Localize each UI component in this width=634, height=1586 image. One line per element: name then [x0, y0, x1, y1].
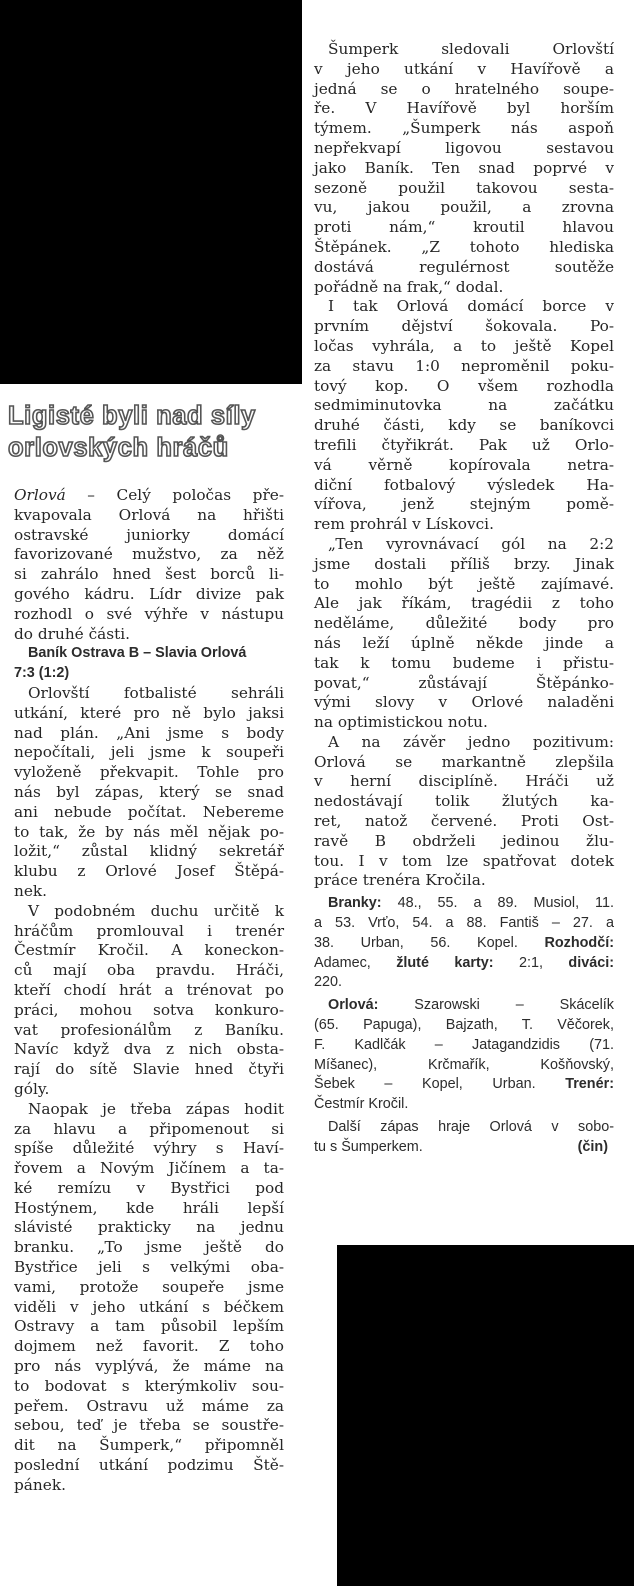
- body-line: vat profesionálům z Baníku.: [14, 1020, 284, 1039]
- body-line: utkání, které pro ně bylo jaksi: [14, 703, 284, 722]
- lineup-line: Čestmír Kročil.: [314, 1096, 409, 1113]
- body-line: ani nebude počítat. Nebereme: [14, 802, 284, 821]
- body-line: tou. I v tom lze spatřovat dotek: [314, 851, 614, 870]
- body-line: ců mají oba pravdu. Hráči,: [14, 961, 284, 980]
- closing-line: Další zápas hraje Orlová v sobo-: [328, 1119, 614, 1136]
- intro-line: do druhé části.: [14, 624, 131, 643]
- body-line: Orlová se markantně zlepšila: [314, 752, 614, 771]
- body-line: Naopak je třeba zápas hodit: [28, 1099, 284, 1118]
- body-line: „Ten vyrovnávací gól na 2:2: [328, 534, 614, 553]
- closing-line: tu s Šumperkem. (čin): [314, 1138, 608, 1158]
- body-line: práce trenéra Kročila.: [314, 871, 486, 890]
- result-heading: Baník Ostrava B – Slavia Orlová: [28, 645, 247, 662]
- body-line: Ostravy a tam působil lepším: [14, 1317, 284, 1336]
- body-line: I tak Orlová domácí borce v: [328, 297, 614, 316]
- body-line: vými slovy v Orlové naladěni: [314, 693, 614, 712]
- black-block-top-left: [0, 0, 302, 384]
- body-line: ložit,“ zůstal klidný sekretář: [14, 842, 284, 861]
- stats-line: 220.: [314, 974, 343, 991]
- body-line: Bystřice jeli s velkými oba-: [14, 1258, 284, 1277]
- body-line: ločas vyhrála, a to ještě Kopel: [314, 336, 614, 355]
- intro-line: Orlová – Celý poločas pře-: [14, 486, 284, 504]
- body-line: dojmem než favorit. Z toho: [14, 1337, 284, 1356]
- body-line: v herní disciplíně. Hráči už: [314, 772, 614, 791]
- body-line: pořádně na frak,“ dodal.: [314, 277, 504, 296]
- body-line: to mohlo být ještě zajímavé.: [314, 574, 614, 593]
- body-line: A na závěr jedno pozitivum:: [328, 732, 614, 751]
- intro-line: kvapovala Orlová na hřišti: [14, 505, 284, 524]
- intro-line: ostravské juniorky domácí: [14, 525, 284, 544]
- body-line: sezoně použil takovou sesta-: [314, 178, 614, 197]
- body-line: Navíc když dva z nich obsta-: [14, 1040, 284, 1059]
- body-line: poslední utkání podzimu Ště-: [14, 1456, 284, 1475]
- body-line: jsme dostali příliš brzy. Jinak: [314, 554, 614, 573]
- lineup-line: Šebek – Kopel, Urban. Trenér:: [314, 1076, 614, 1093]
- body-line: proti nám,“ kroutil hlavou: [314, 218, 614, 237]
- body-line: nek.: [14, 881, 48, 900]
- body-line: povat,“ zůstávají Štěpánko-: [314, 673, 614, 692]
- body-line: peřem. Ostravu už máme za: [14, 1396, 284, 1415]
- intro-line: favorizované mužstvo, za něž: [14, 545, 284, 564]
- black-block-bottom-right: [337, 1245, 634, 1586]
- body-line: vami, protože soupeře jsme: [14, 1277, 284, 1296]
- stats-line: Branky: 48., 55. a 89. Musiol, 11.: [328, 895, 614, 912]
- article-headline: [8, 400, 293, 464]
- body-line: dostává regulérnost soutěže: [314, 257, 614, 276]
- stats-line: 38. Urban, 56. Kopel. Rozhodčí:: [314, 934, 614, 951]
- intro-line: gového kádru. Lídr divize pak: [14, 584, 284, 603]
- body-line: to tak, že by nás měl nějak po-: [14, 822, 284, 841]
- byline: (čin): [577, 1138, 608, 1155]
- body-line: za stavu 1:0 neproměnil poku-: [314, 356, 614, 375]
- body-line: V podobném duchu určitě k: [28, 901, 284, 920]
- body-line: Hostýnem, kde hráli lepší: [14, 1198, 284, 1217]
- lineup-line: Míšanec), Krčmařík, Košňovský,: [314, 1056, 614, 1073]
- body-line: týmem. „Šumperk nás aspoň: [314, 119, 614, 138]
- stats-line: Adamec, žluté karty: 2:1, diváci:: [314, 954, 614, 971]
- body-line: hráčům promlouval i trenér: [14, 921, 284, 940]
- body-line: pro nás vyplývá, že máme na: [14, 1357, 284, 1376]
- body-line: slávisté prakticky na jednu: [14, 1218, 284, 1237]
- body-line: diční fotbalový výsledek Ha-: [314, 475, 614, 494]
- lineup-line: F. Kadlčák – Jatagandzidis (71.: [314, 1036, 614, 1053]
- body-line: prvním dějství šokovala. Po-: [314, 317, 614, 336]
- body-line: v jeho utkání v Havířově a: [314, 59, 614, 78]
- body-line: práci, mohou sotva konkuro-: [14, 1000, 284, 1019]
- body-line: Ale jak říkám, tragédii z toho: [314, 594, 614, 613]
- body-line: ké remízu v Bystřici pod: [14, 1178, 284, 1197]
- body-line: to bodovat s kterýmkoliv sou-: [14, 1376, 284, 1395]
- body-line: rají do sítě Slavie hned čtyři: [14, 1060, 284, 1079]
- body-line: rem prohrál v Lískovci.: [314, 515, 494, 534]
- body-line: sedmiminutovka na začátku: [314, 396, 614, 415]
- body-line: ravě B obdrželi jedinou žlu-: [314, 831, 614, 850]
- body-line: nás byl zápas, který se snad: [14, 782, 284, 801]
- body-line: dit na Šumperk,“ připomněl: [14, 1436, 284, 1455]
- headline-line-1: Ligisté byli nad síly: [8, 402, 256, 430]
- body-line: Orlovští fotbalisté sehráli: [28, 683, 284, 702]
- body-line: viděli v jeho utkání s béčkem: [14, 1297, 284, 1316]
- right-column-body: [314, 40, 614, 1158]
- body-line: neděláme, důležité body pro: [314, 614, 614, 633]
- body-line: tový kop. O všem rozhodla: [314, 376, 614, 395]
- body-line: pánek.: [14, 1475, 66, 1494]
- body-line: nedostávají tolik žlutých ka-: [314, 792, 614, 811]
- headline-line-2: orlovských hráčů: [8, 434, 229, 462]
- left-column-body: [14, 486, 284, 1496]
- body-line: tak k tomu budeme i přistu-: [314, 653, 614, 672]
- body-line: trefili čtyřikrát. Pak už Orlo-: [314, 435, 614, 454]
- body-line: ret, natož červené. Proti Ost-: [314, 812, 614, 831]
- intro-line: si zahrálo hned šest borců li-: [14, 565, 284, 584]
- body-line: vá věrně kopírovala netra-: [314, 455, 614, 474]
- body-line: druhé části, kdy se baníkovci: [314, 416, 614, 435]
- body-line: branku. „To jsme ještě do: [14, 1238, 284, 1257]
- stats-line: a 53. Vrťo, 54. a 88. Fantiš – 27. a: [314, 915, 614, 932]
- body-line: vířova, jenž stejným pomě-: [314, 495, 614, 514]
- body-line: jako Baník. Ten snad poprvé v: [314, 158, 614, 177]
- body-line: kteří chodí hrát a trénovat po: [14, 980, 284, 999]
- body-line: sebou, teď je třeba se soustře-: [14, 1416, 284, 1435]
- body-line: nás leží úplně někde jinde a: [314, 633, 614, 652]
- body-line: nepočítali, jeli jsme k soupeři: [14, 743, 284, 762]
- body-line: Štěpánek. „Z tohoto hlediska: [314, 237, 614, 256]
- body-line: góly.: [14, 1079, 50, 1098]
- body-line: vu, jakou použil, a zrovna: [314, 198, 614, 217]
- body-line: řovem a Novým Jičínem a ta-: [14, 1159, 284, 1178]
- intro-line: rozhodl o své výhře v nástupu: [14, 604, 284, 623]
- body-line: za hlavu a připomenout si: [14, 1119, 284, 1138]
- lineup-line: (65. Papuga), Bajzath, T. Věčorek,: [314, 1017, 614, 1034]
- body-line: na optimistickou notu.: [314, 713, 488, 732]
- body-line: spíše důležité výhry s Haví-: [14, 1139, 284, 1158]
- body-line: nepřekvapí ligovou sestavou: [314, 138, 614, 157]
- body-line: Šumperk sledovali Orlovští: [328, 40, 614, 58]
- body-line: jedná se o hratelného soupe-: [314, 79, 614, 98]
- body-line: klubu z Orlové Josef Štěpá-: [14, 862, 284, 881]
- body-line: vyloženě překvapit. Tohle pro: [14, 763, 284, 782]
- body-line: nad plán. „Ani jsme s body: [14, 723, 284, 742]
- body-line: Čestmír Kročil. A koneckon-: [14, 941, 284, 960]
- body-line: ře. V Havířově byl horším: [314, 99, 614, 118]
- result-heading: 7:3 (1:2): [14, 665, 70, 682]
- lineup-line: Orlová: Szarowski – Skácelík: [328, 997, 614, 1014]
